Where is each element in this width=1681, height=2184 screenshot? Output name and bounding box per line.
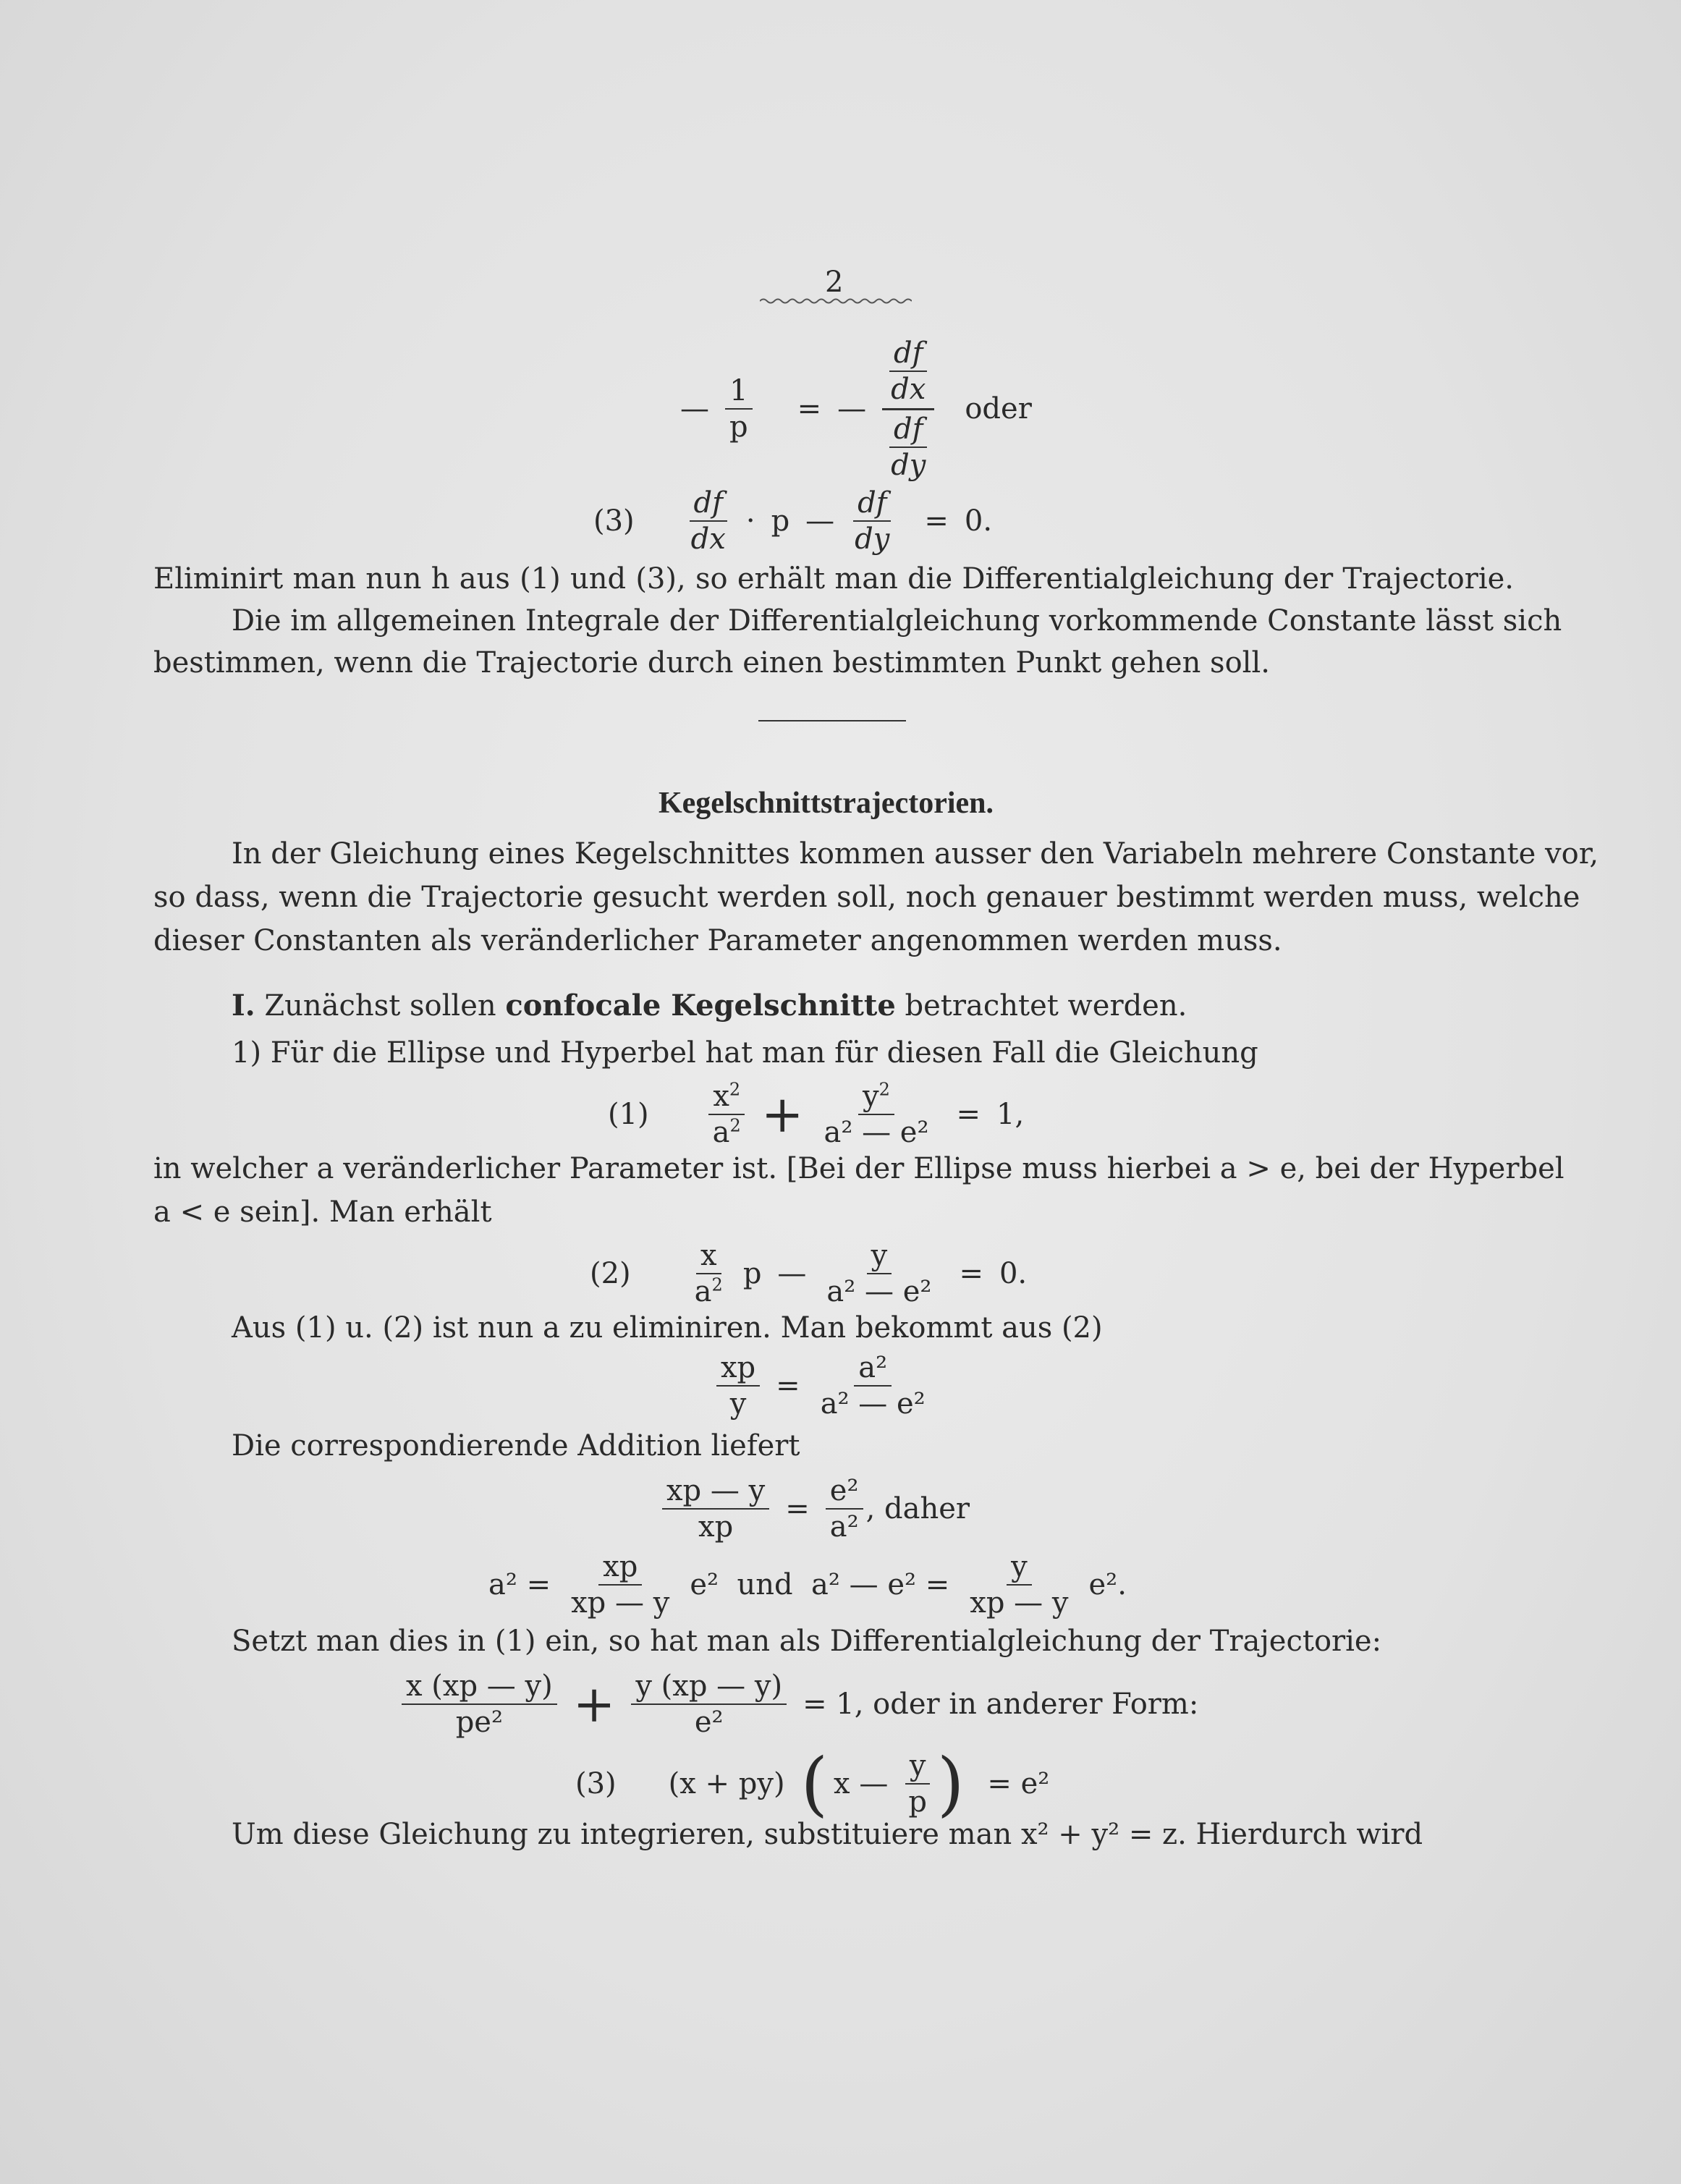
compound-fraction xyxy=(882,337,934,481)
equation-2: (2) $\frac{x}{a^2}$ p — $\frac{y}{\text{a² — e²}}$ = 0. xyxy=(590,1239,1028,1308)
equation-1: (1) $\frac{x^2}{a^2}$ + $\frac{y^2}{\text{a² — e²}}$ = 1, xyxy=(608,1079,1025,1149)
page-number: 2 xyxy=(825,266,844,299)
equation-xp-over-y: $\frac{xp}{y}$ = $\frac{\text{a²}}{\text{a² — e²}}$ xyxy=(716,1346,930,1426)
fraction-x2-a2: $\frac{x^2}{a^2}$ xyxy=(708,1080,745,1148)
equation-label: (2) xyxy=(590,1257,631,1290)
fraction-dfdx: $\frac{df}{dx}$ xyxy=(687,487,730,555)
equation-label: (3) xyxy=(575,1767,617,1800)
paragraph-line: Die correspondierende Addition liefert xyxy=(232,1429,800,1463)
equation-differential: $\frac{x (xp — y)}{\text{pe²}}$ + $\frac{y (xp — y)}{\text{e²}}$ = 1, oder in anderer Form: xyxy=(402,1664,1198,1744)
equation-addition: $\frac{xp — y}{xp}$ = $\frac{\text{e²}}{\text{a²}}$ , daher xyxy=(662,1469,970,1549)
fraction-dfdy: $\frac{df}{dy}$ xyxy=(850,487,894,555)
equation-3-second: (3) (x + py) ( x — $\frac{y}{p}$ ) = e² xyxy=(575,1743,1050,1824)
separator-rule xyxy=(758,720,906,721)
fraction-1-over-p: $\frac{1}{p}$ xyxy=(725,375,753,443)
minus-sign: — xyxy=(680,392,709,426)
fraction-xp-xpy: $\frac{xp}{xp — y}$ xyxy=(571,1550,670,1620)
paragraph-line: Aus (1) u. (2) ist nun a zu eliminiren. Man bekommt aus (2) xyxy=(232,1311,1103,1345)
fraction-x-xpy-pe2: $\frac{x (xp — y)}{\text{pe²}}$ xyxy=(402,1670,557,1738)
paragraph-line: bestimmen, wenn die Trajectorie durch einen bestimmten Punkt gehen soll. xyxy=(153,646,1270,680)
fraction-y2-a2e2: $\frac{y^2}{\text{a² — e²}}$ xyxy=(823,1079,929,1149)
fraction-y-xpy: $\frac{y}{xp — y}$ xyxy=(970,1550,1069,1620)
paragraph-line: Setzt man dies in (1) ein, so hat man als Differentialgleichung der Trajectorie: xyxy=(232,1625,1382,1658)
item-confocal: I. Zunächst sollen confocale Kegelschnitte betrachtet werden. xyxy=(232,989,1187,1023)
paragraph-line: a < e sein]. Man erhält xyxy=(153,1195,492,1229)
paragraph-line: Eliminirt man nun h aus (1) und (3), so erhält man die Differentialgleichung der Trajectorie. xyxy=(153,562,1514,596)
equals-sign: = xyxy=(797,392,822,426)
oder-word: oder xyxy=(965,392,1032,426)
item-subline: 1) Für die Ellipse und Hyperbel hat man für diesen Fall die Gleichung xyxy=(232,1036,1258,1070)
fraction-dfdx: $\frac{df}{dx}$ xyxy=(886,337,930,405)
paragraph-line: Um diese Gleichung zu integrieren, substituiere man x² + y² = z. Hierdurch wird xyxy=(232,1818,1423,1851)
right-paren: ) xyxy=(936,1743,965,1824)
equation-slope xyxy=(680,329,1032,488)
fraction-x-a2: $\frac{x}{a^2}$ xyxy=(694,1239,723,1308)
fraction-xp-y: $\frac{xp}{y}$ xyxy=(716,1352,760,1420)
paragraph-line: Die im allgemeinen Integrale der Differentialgleichung vorkommende Constante lässt sich xyxy=(232,604,1562,638)
equation-a2: a² = $\frac{xp}{xp — y}$ e² und a² — e² = $\frac{y}{xp — y}$ e². xyxy=(488,1550,1127,1620)
paragraph-line: so dass, wenn die Trajectorie gesucht werden soll, noch genauer bestimmt werden muss, welche xyxy=(153,881,1580,914)
equation-label: (3) xyxy=(593,504,635,538)
paragraph-line: in welcher a veränderlicher Parameter ist. [Bei der Ellipse muss hierbei a > e, bei der Hyperbel xyxy=(153,1152,1564,1185)
page-number-ornament xyxy=(760,297,912,305)
paragraph-line: In der Gleichung eines Kegelschnittes kommen ausser den Variabeln mehrere Constante vor, xyxy=(232,837,1599,871)
equation-label: (1) xyxy=(608,1098,649,1131)
fraction-dfdy: $\frac{df}{dy}$ xyxy=(886,413,930,481)
left-paren: ( xyxy=(800,1743,829,1824)
paragraph-line: dieser Constanten als veränderlicher Parameter angenommen werden muss. xyxy=(153,924,1282,957)
equation-3-first: (3) $\frac{df}{dx}$ · p — $\frac{df}{dy}$ = 0. xyxy=(593,486,993,556)
fraction-y-xpy-e2: $\frac{y (xp — y)}{\text{e²}}$ xyxy=(631,1670,787,1738)
section-title: Kegelschnittstrajectorien. xyxy=(659,787,994,820)
fraction-y-p: $\frac{y}{p}$ xyxy=(904,1750,931,1818)
minus-sign: — xyxy=(837,392,867,426)
fraction-e2-a2: $\frac{\text{e²}}{\text{a²}}$ xyxy=(826,1475,863,1543)
fraction-a2-a2e2: $\frac{\text{a²}}{\text{a² — e²}}$ xyxy=(820,1351,926,1421)
fraction-xpy-xp: $\frac{xp — y}{xp}$ xyxy=(662,1475,769,1543)
fraction-y-a2e2: $\frac{y}{\text{a² — e²}}$ xyxy=(826,1239,932,1308)
